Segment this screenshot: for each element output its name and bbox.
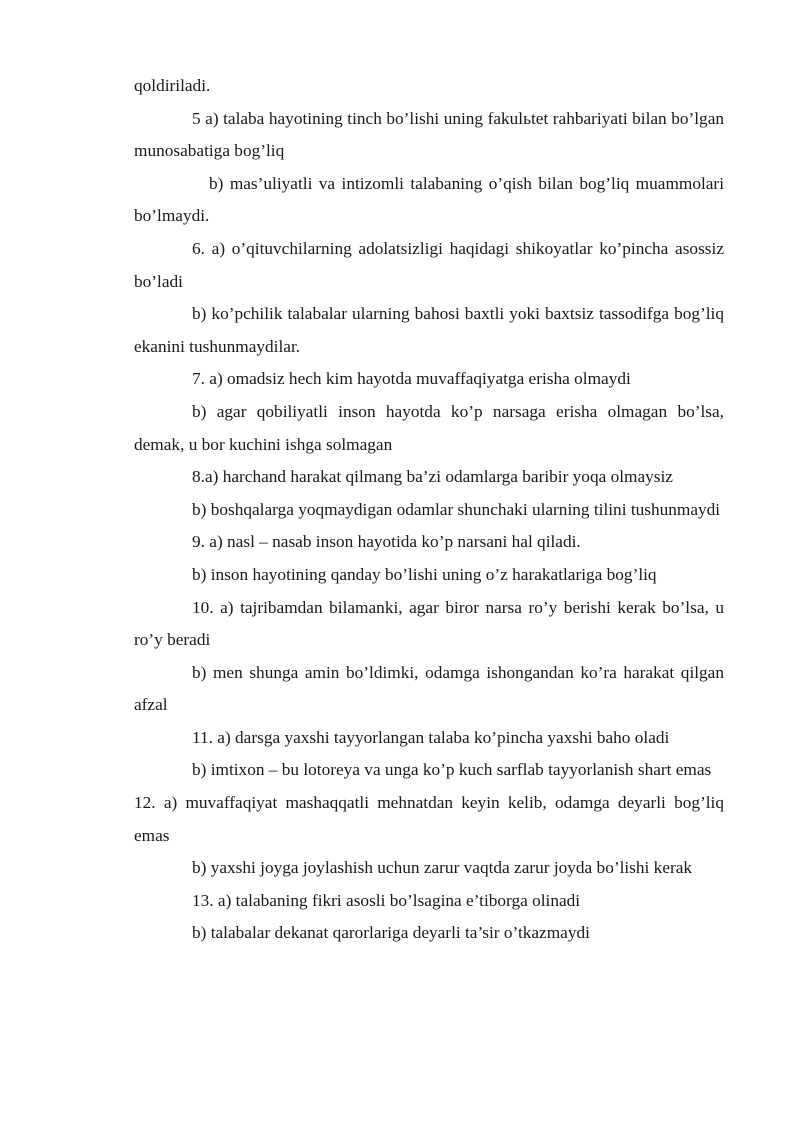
paragraph-item-10a: 10. a) tajribamdan bilamanki, agar biror narsa ro’y berishi kerak bo’lsa, u ro’y beradi [134,597,724,650]
paragraph-item-7b: b) agar qobiliyatli inson hayotda ko’p narsaga erisha olmagan bo’lsa, demak, u bor kuchini ishga solmagan [134,401,724,454]
paragraph-item-7a: 7. a) omadsiz hech kim hayotda muvaffaqiyatga erisha olmaydi [192,369,631,389]
paragraph-item-8b: b) boshqalarga yoqmaydigan odamlar shunchaki ularning tilini tushunmaydi [192,499,721,519]
paragraph-item-8a: 8.a) harchand harakat qilmang ba’zi odamlarga baribir yoqa olmaysiz [192,467,673,487]
paragraph-item-5a: 5 a) talaba hayotining tinch bo’lishi uning fakulьtet rahbariyati bilan bo’lgan munosabatiga bog’liq [134,108,724,161]
paragraph-item-11b: b) imtixon – bu lotoreya va unga ko’p kuch sarflab tayyorlanish shart emas [192,760,712,780]
paragraph-item-6b: b) ko’pchilik talabalar ularning bahosi baxtli yoki baxtsiz tassodifga bog’liq ekanini tushunmaydilar. [134,304,724,356]
paragraph-item-6a: 6. a) o’qituvchilarning adolatsizligi haqidagi shikoyatlar ko’pincha asossiz bo’ladi [134,238,724,291]
paragraph-item-9a: 9. a) nasl – nasab inson hayotida ko’p narsani hal qiladi. [192,532,581,552]
paragraph-item-5b: b) mas’uliyatli va intizomli talabaning o’qish bilan bog’liq muammolari bo’lmaydi. [134,173,724,226]
paragraph-item-10b: b) men shunga amin bo’ldimki, odamga ishongandan ko’ra harakat qilgan afzal [134,662,724,715]
document-page [134,70,724,950]
paragraph-item-12a: 12. a) muvaffaqiyat mashaqqatli mehnatdan keyin kelib, odamga deyarli bog’liq emas [134,793,724,845]
paragraph-item-11a: 11. a) darsga yaxshi tayyorlangan talaba ko’pincha yaxshi baho oladi [192,727,670,747]
paragraph-item-13b: b) talabalar dekanat qarorlariga deyarli ta’sir o’tkazmaydi [192,923,590,943]
paragraph-item-13a: 13. a) talabaning fikri asosli bo’lsagina e’tiborga olinadi [192,890,581,910]
paragraph-item-12b: b) yaxshi joyga joylashish uchun zarur vaqtda zarur joyda bo’lishi kerak [192,858,693,878]
paragraph-continuation: qoldiriladi. [134,76,211,95]
paragraph-item-9b: b) inson hayotining qanday bo’lishi uning o’z harakatlariga bog’liq [192,564,657,584]
